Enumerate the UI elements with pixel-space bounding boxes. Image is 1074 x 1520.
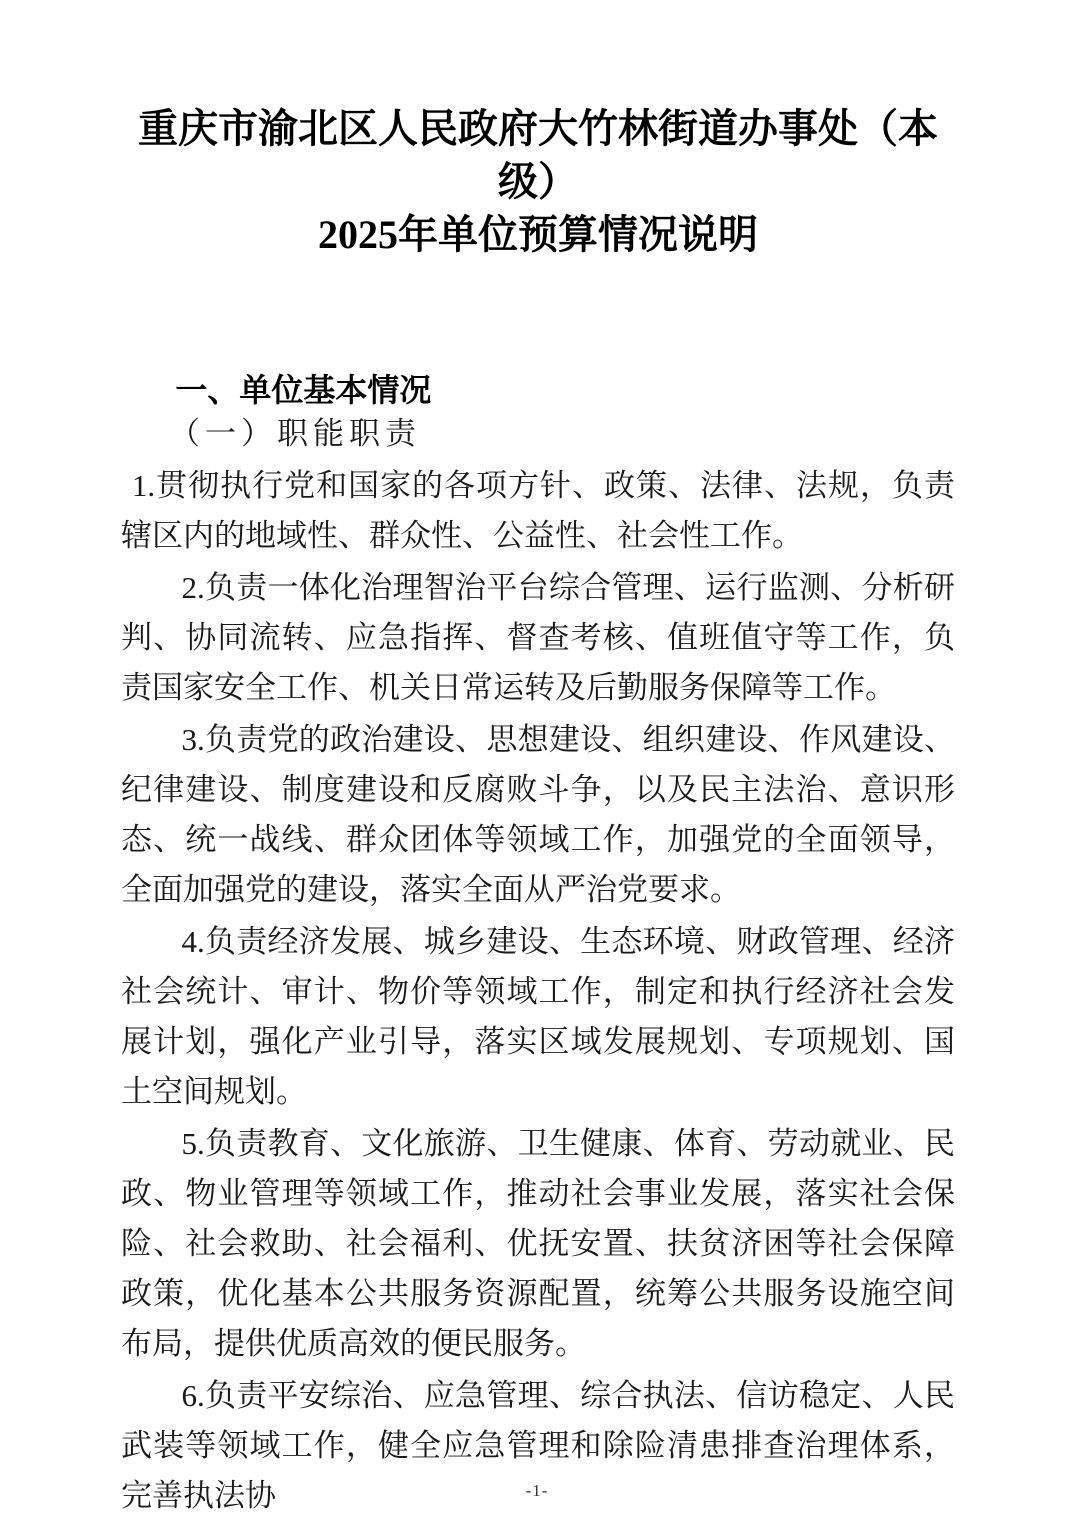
- document-title: 重庆市渝北区人民政府大竹林街道办事处（本级）: [138, 106, 938, 204]
- body-paragraph-1: 1.贯彻执行党和国家的各项方针、政策、法律、法规，负责辖区内的地域性、群众性、公益性、社会性工作。: [121, 468, 955, 553]
- document-subtitle: 2025年单位预算情况说明: [318, 212, 758, 257]
- body-paragraph-6: 6.负责平安综治、应急管理、综合执法、信访稳定、人民武装等领域工作，健全应急管理和除险清患排查治理体系，完善执法协: [121, 1378, 955, 1513]
- page-number: -1-: [525, 1481, 549, 1500]
- subsection-heading: （一）职能职责: [169, 416, 422, 451]
- title-block: [121, 102, 955, 261]
- body-paragraph-3: 3.负责党的政治建设、思想建设、组织建设、作风建设、纪律建设、制度建设和反腐败斗争，以及民主法治、意识形态、统一战线、群众团体等领域工作，加强党的全面领导，全面加强党的建设，落实全面从严治党要求。: [121, 722, 955, 907]
- body-paragraph-5: 5.负责教育、文化旅游、卫生健康、体育、劳动就业、民政、物业管理等领域工作，推动社会事业发展，落实社会保险、社会救助、社会福利、优抚安置、扶贫济困等社会保障政策，优化基本公共服务资源配置，统筹公共服务设施空间布局，提供优质高效的便民服务。: [121, 1126, 955, 1361]
- body-paragraph-2: 2.负责一体化治理智治平台综合管理、运行监测、分析研判、协同流转、应急指挥、督查考核、值班值守等工作，负责国家安全工作、机关日常运转及后勤服务保障等工作。: [121, 570, 955, 705]
- body-paragraph-4: 4.负责经济发展、城乡建设、生态环境、财政管理、经济社会统计、审计、物价等领域工作，制定和执行经济社会发展计划，强化产业引导，落实区域发展规划、专项规划、国土空间规划。: [121, 924, 955, 1109]
- section-heading: 一、单位基本情况: [175, 372, 432, 408]
